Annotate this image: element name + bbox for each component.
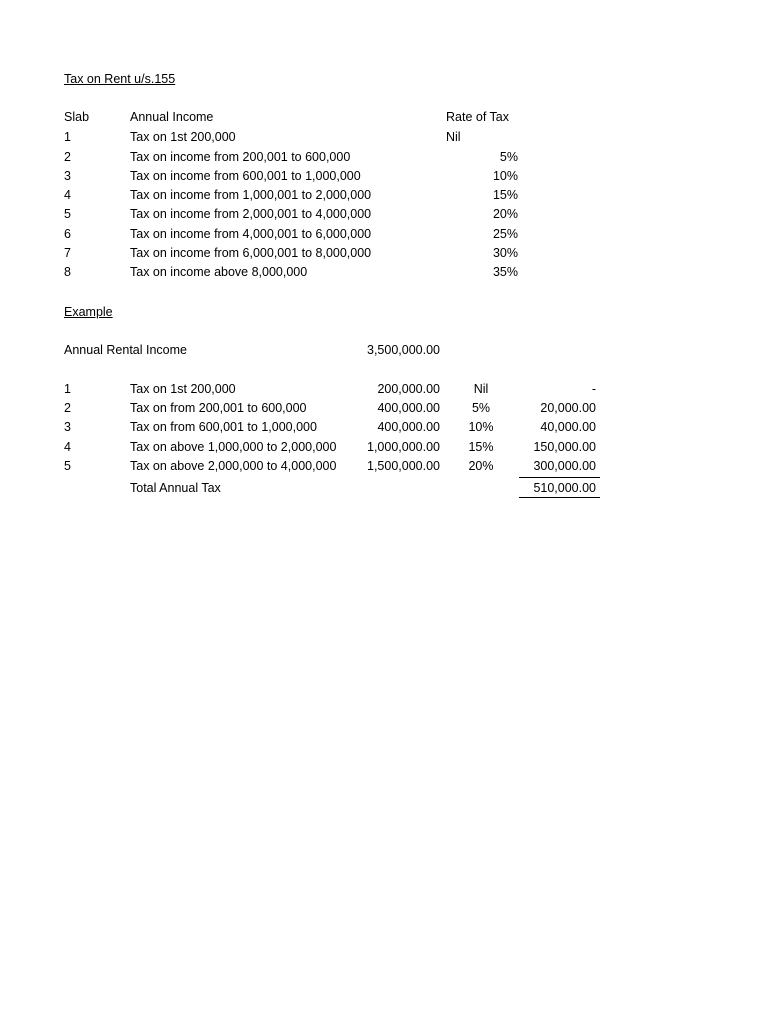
example-row-rate: 10% — [468, 420, 494, 434]
slab-income: Tax on income from 4,000,001 to 6,000,000 — [130, 227, 372, 241]
example-row-number: 4 — [64, 440, 71, 454]
example-row-tax: 150,000.00 — [533, 440, 596, 454]
example-row-description: Tax on from 200,001 to 600,000 — [130, 401, 307, 415]
example-row-rate: 15% — [468, 440, 494, 454]
example-row-rate: Nil — [473, 382, 489, 396]
slab-income: Tax on income from 2,000,001 to 4,000,000 — [130, 207, 372, 221]
example-row-amount: 400,000.00 — [377, 420, 440, 434]
example-row-amount: 1,500,000.00 — [367, 459, 440, 473]
example-row-number: 5 — [64, 459, 71, 473]
slab-rate: 30% — [492, 246, 518, 260]
slab-number: 2 — [64, 150, 71, 164]
example-row-amount: 200,000.00 — [377, 382, 440, 396]
example-row-rate: 5% — [471, 401, 491, 415]
slab-number: 6 — [64, 227, 71, 241]
example-row-amount: 400,000.00 — [377, 401, 440, 415]
slab-rate: 35% — [492, 265, 518, 279]
slab-rate: 15% — [492, 188, 518, 202]
slab-number: 4 — [64, 188, 71, 202]
slab-income: Tax on 1st 200,000 — [130, 130, 236, 144]
slab-number: 8 — [64, 265, 71, 279]
total-bottom-border — [519, 497, 600, 498]
slab-number: 1 — [64, 130, 71, 144]
slab-income: Tax on income from 6,000,001 to 8,000,000 — [130, 246, 372, 260]
example-row-description: Tax on from 600,001 to 1,000,000 — [130, 420, 317, 434]
example-row-tax: - — [591, 382, 596, 396]
slab-number: 3 — [64, 169, 71, 183]
example-row-tax: 20,000.00 — [540, 401, 596, 415]
example-row-number: 2 — [64, 401, 71, 415]
example-row-tax: 300,000.00 — [533, 459, 596, 473]
example-row-number: 3 — [64, 420, 71, 434]
header-rate-of-tax: Rate of Tax — [446, 110, 510, 124]
example-row-rate: 20% — [468, 459, 494, 473]
header-slab: Slab — [64, 110, 90, 124]
total-annual-tax-label: Total Annual Tax — [130, 481, 221, 495]
slab-number: 7 — [64, 246, 71, 260]
example-row-description: Tax on 1st 200,000 — [130, 382, 236, 396]
example-row-description: Tax on above 1,000,000 to 2,000,000 — [130, 440, 337, 454]
slab-rate: 10% — [492, 169, 518, 183]
slab-income: Tax on income from 200,001 to 600,000 — [130, 150, 351, 164]
slab-income: Tax on income from 1,000,001 to 2,000,000 — [130, 188, 372, 202]
header-annual-income: Annual Income — [130, 110, 214, 124]
example-row-description: Tax on above 2,000,000 to 4,000,000 — [130, 459, 337, 473]
page-title: Tax on Rent u/s.155 — [64, 72, 176, 86]
total-top-border — [519, 477, 600, 478]
total-annual-tax-value: 510,000.00 — [533, 481, 596, 495]
slab-rate: Nil — [446, 130, 461, 144]
slab-number: 5 — [64, 207, 71, 221]
example-heading: Example — [64, 305, 113, 319]
slab-income: Tax on income above 8,000,000 — [130, 265, 308, 279]
example-row-tax: 40,000.00 — [540, 420, 596, 434]
annual-rental-income-value: 3,500,000.00 — [367, 343, 440, 357]
example-row-number: 1 — [64, 382, 71, 396]
example-row-amount: 1,000,000.00 — [367, 440, 440, 454]
annual-rental-income-label: Annual Rental Income — [64, 343, 187, 357]
slab-income: Tax on income from 600,001 to 1,000,000 — [130, 169, 361, 183]
slab-rate: 25% — [492, 227, 518, 241]
slab-rate: 5% — [499, 150, 518, 164]
slab-rate: 20% — [492, 207, 518, 221]
